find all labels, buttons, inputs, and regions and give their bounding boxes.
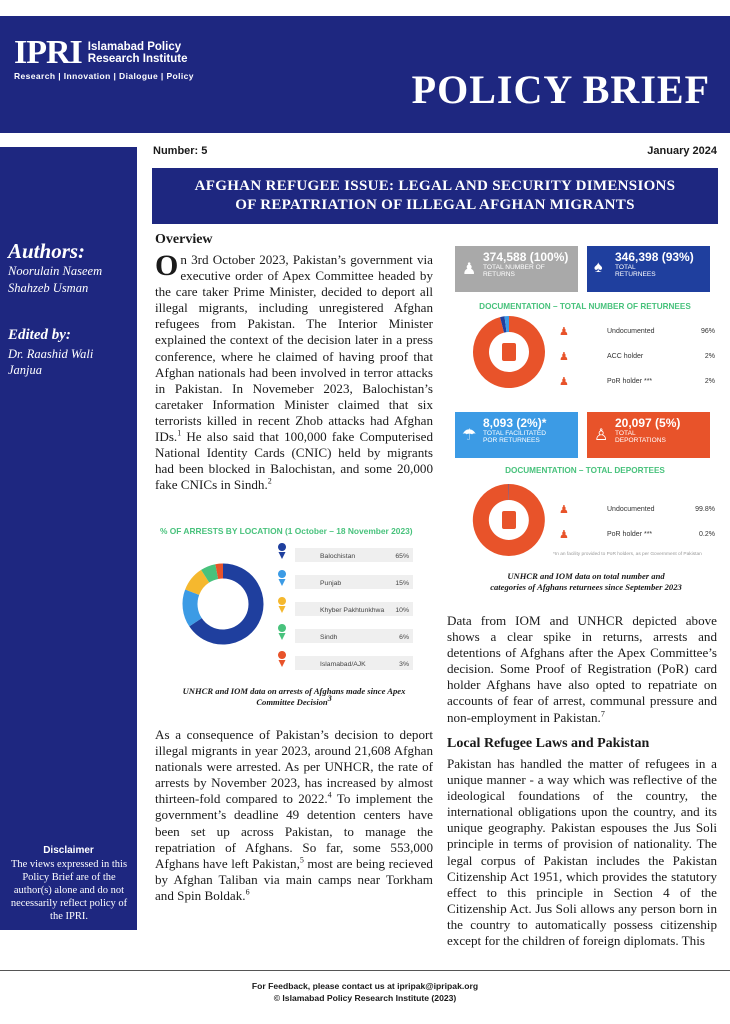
arrests-slice <box>205 572 217 577</box>
legend-label: Balochistan <box>320 553 356 560</box>
footnote-ref: 6 <box>245 887 250 897</box>
disclaimer-label: Disclaimer <box>43 845 94 856</box>
footnote-ref: 5 <box>299 855 304 865</box>
logo-name: Islamabad Policy Research Institute <box>87 41 188 65</box>
overview-heading: Overview <box>155 232 213 247</box>
document-title: AFGHAN REFUGEE ISSUE: LEGAL AND SECURITY DIMENSIONS OF REPATRIATION OF ILLEGAL AFGHAN MIGRANTS <box>152 168 718 224</box>
footnote-ref: 4 <box>327 791 332 801</box>
drop-cap: O <box>155 249 179 282</box>
person-icon: ♟ <box>559 376 569 388</box>
arrests-slice <box>217 571 223 572</box>
walking-person-icon: ♠ <box>594 259 603 276</box>
paragraph-data: Data from IOM and UNHCR depicted above shows a clear spike in returns, arrests and detentions of Afghans after the Apex Committee’s decision. Some Proof of Registration (PoR) card holder Afghans have also opted to repatriate on accounts of fear of arrest, communal pressure and non-employment in Pakistan.$^7$ <box>447 613 717 725</box>
location-pin-icon <box>278 651 286 667</box>
location-pin-icon <box>278 570 286 586</box>
person-icon: ♟ <box>559 326 569 338</box>
legend-value: 3% <box>399 661 409 668</box>
paragraph-overview: On 3rd October 2023, Pakistan’s government via executive order of Apex Committee headed by the care taker Prime Minister, decided to deport all illegal migrants, including unregistered Afghan refugees from Pakistan. The Interior Minister explained the context of the decision later in a press conference, where he claimed of having proof that Afghan nationals had been involved in terror attacks in Pakistan. In Novemeber 2023, Balochistan’s caretaker Information Minister claimed that six terrorists killed in recent Zhob attacks had Afghan IDs.$^1$ He also said that 100,000 fake Computerised National Identity Cards (CNIC) held by migrants had been blocked in Balochistan, and some 20,000 fake CNICs in Sindh.$^2$ <box>155 249 433 493</box>
person-icon: ♟ <box>559 351 569 363</box>
figure-caption: UNHCR and IOM data on total number and categories of Afghans returnees since September 2023 <box>490 571 682 592</box>
person-icon: ♟ <box>559 529 569 541</box>
brief-number: Number: 5 <box>153 145 208 157</box>
author-name: Noorulain Naseem <box>8 264 103 278</box>
editor-name: Dr. Raashid Wali Janjua <box>8 347 94 377</box>
arrests-donut-svg <box>155 526 435 682</box>
deportees-donut-svg <box>469 480 549 560</box>
legend-value: 0.2% <box>699 531 715 538</box>
authors-label: Authors: <box>8 239 86 263</box>
legend-value: 96% <box>700 328 715 335</box>
stat-total-returnees: ♠ 346,398 (93%) TOTAL RETURNEES <box>587 246 710 292</box>
legend-label: Undocumented <box>607 506 655 513</box>
brief-date: January 2024 <box>647 145 717 157</box>
stat-facilitated-por: ☂ 8,093 (2%)* TOTAL FACILITATED POR RETURNEES <box>455 412 578 458</box>
legend-value: 2% <box>704 378 715 385</box>
legend-label: Islamabad/AJK <box>320 661 366 668</box>
legend-label: PoR holder *** <box>607 531 653 538</box>
legend-value: 65% <box>395 553 409 560</box>
arrests-by-location-chart <box>155 526 435 682</box>
legend-value: 10% <box>395 607 409 614</box>
people-icon: ♟ <box>462 261 477 278</box>
legend-value: 6% <box>399 634 409 641</box>
legend-value: 2% <box>704 353 715 360</box>
legend-value: 99.8% <box>695 506 715 513</box>
section-title-returnees: DOCUMENTATION – TOTAL NUMBER OF RETURNEES <box>479 302 691 311</box>
person-icon: ♙ <box>594 427 609 444</box>
feedback-line: For Feedback, please contact us at ipripak@ipripak.org <box>251 981 479 991</box>
stat-total-deportations: ♙ 20,097 (5%) TOTAL DEPORTATIONS <box>587 412 710 458</box>
authors-list <box>8 263 102 297</box>
paragraph-arrests: As a consequence of Pakistan’s decision to deport illegal migrants in year 2023, around 21,608 Afghan nationals were arrested. As per UNHCR, the rate of arrests by November 2023, has increased by almost thirteen-fold compared to 2022.$^4$ To implement the government’s deadline 49 detention centers have been set up across Pakistan, to manage the repatriation of Afghans. So far, some 553,000 Afghans have left Pakistan,$^5$ most are being recieved by Afghan Taliban via main camps near Torkham and Spin Boldak.$^6$ <box>155 727 433 903</box>
arrests-slice <box>190 592 196 622</box>
legend-label: Khyber Pakhtunkhwa <box>320 607 385 614</box>
author-name: Shahzeb Usman <box>8 281 89 295</box>
section-title-deportees: DOCUMENTATION – TOTAL DEPORTEES <box>505 466 665 475</box>
location-pin-icon <box>278 543 286 559</box>
returnees-slice <box>502 324 505 325</box>
logo-tagline: Research | Innovation | Dialogue | Policy <box>14 71 194 81</box>
legend-label: Punjab <box>320 580 342 587</box>
document-icon <box>502 343 516 361</box>
edited-by-label: Edited by: <box>8 327 71 343</box>
document-icon <box>502 511 516 529</box>
local-laws-heading: Local Refugee Laws and Pakistan <box>447 736 650 751</box>
legend-label: ACC holder <box>607 353 644 360</box>
ipri-logo <box>14 34 194 81</box>
copyright-line: © Islamabad Policy Research Institute (2023) <box>273 993 457 1003</box>
footnote-note: *In an facility provided to PoR holders, as per Government of Pakistan <box>553 552 702 557</box>
stat-total-returns: ♟ 374,588 (100%) TOTAL NUMBER OF RETURNS <box>455 246 578 292</box>
arrests-slice <box>192 576 205 592</box>
paragraph-local-laws: Pakistan has handled the matter of refugees in a unique manner - a way which was reflective of the ideological foundations of the country, the international obligations upon the country, and its unique geography. Pakistan espouses the Jus Soli principle in terms of provision of nationality. The legal corpus of Pakistan includes the Pakistan Citizenship Act 1951, which provides the statutory effect to this principle in Section 4 of the Citizenship Act. Jus Soli allows any person born in the country to automatically possess citizenship except for the children of foreign diplomats. This <box>447 756 717 949</box>
parachute-icon: ☂ <box>462 427 477 444</box>
legend-label: Undocumented <box>607 328 655 335</box>
legend-label: Sindh <box>320 634 338 641</box>
logo-mark: IPRI <box>14 34 82 71</box>
figure-caption: UNHCR and IOM data on arrests of Afghans made since Apex Committee Decision$^3$ <box>182 686 406 707</box>
person-icon: ♟ <box>559 504 569 516</box>
footer-divider <box>0 970 730 971</box>
disclaimer-text: The views expressed in this Policy Brief are of the author(s) alone and do not necessarily reflect policy of the IPRI. <box>10 859 128 922</box>
policy-brief-title: POLICY BRIEF <box>411 67 710 112</box>
returnees-infographic <box>455 246 715 566</box>
returnees-donut-svg <box>469 312 549 392</box>
footnote-ref: 1 <box>177 428 182 438</box>
legend-value: 15% <box>395 580 409 587</box>
chart-title: % OF ARRESTS BY LOCATION (1 October – 18 November 2023) <box>160 526 413 536</box>
footnote-ref: 7 <box>600 709 605 719</box>
location-pin-icon <box>278 597 286 613</box>
header-banner <box>0 16 730 133</box>
sidebar <box>0 147 137 930</box>
legend-row-bg <box>295 629 413 643</box>
legend-label: PoR holder *** <box>607 378 653 385</box>
footnote-ref: 2 <box>267 476 272 486</box>
location-pin-icon <box>278 624 286 640</box>
